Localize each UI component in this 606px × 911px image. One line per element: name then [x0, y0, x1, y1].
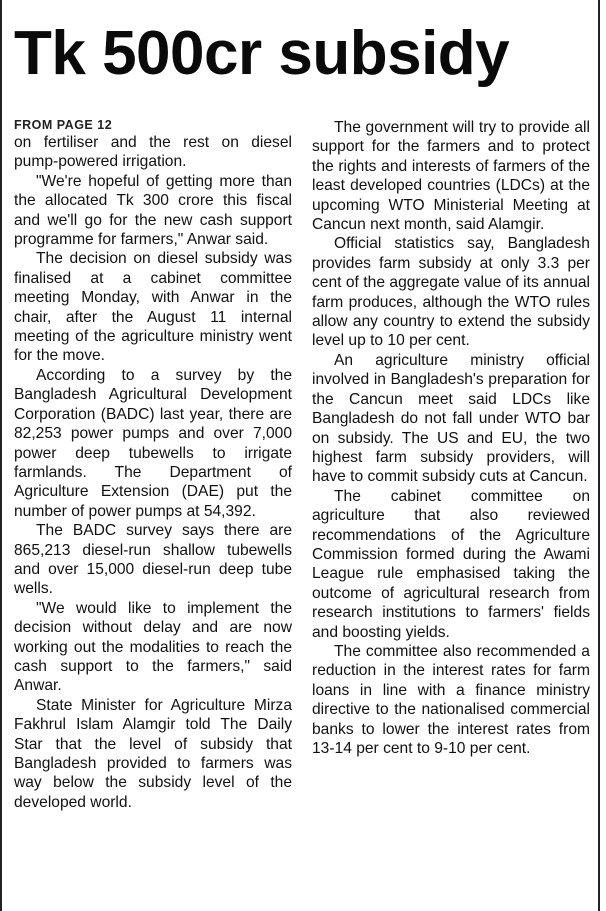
paragraph: According to a survey by the Bangladesh Agricultural Development Corporation (BADC) last year, there are 82,253 power pumps and over 7,000 power deep tubewells to irrigate farmlands. The Department of Agriculture Extension (DAE) put the number of power pumps at 54,392.: [14, 366, 292, 520]
left-column: [14, 118, 292, 812]
headline: Tk 500cr subsidy: [14, 19, 510, 88]
paragraph: An agriculture ministry official involved in Bangladesh's preparation for the Cancun meet said LDCs like Bangladesh do not fall under WTO bar on subsidy. The US and EU, the two highest farm subsidy providers, will have to commit subsidy cuts at Cancun.: [312, 351, 590, 486]
paragraph: The committee also recommended a reduction in the interest rates for farm loans in line with a finance ministry directive to the nationalised commercial banks to lower the interest rates from 13-14 per cent to 9-10 per cent.: [312, 642, 590, 757]
paragraph: on fertiliser and the rest on diesel pump-powered irrigation.: [14, 134, 292, 171]
right-edge-rule: [598, 0, 600, 911]
paragraph: "We're hopeful of getting more than the allocated Tk 300 crore this fiscal and we'll go for the new cash support programme for farmers," Anwar said.: [14, 172, 292, 249]
article-body: [14, 118, 590, 812]
paragraph: The cabinet committee on agriculture that also reviewed recommendations of the Agriculture Commission formed during the Awami League rule emphasised taking the outcome of agricultural research from research institutions to farmers' fields and boosting yields.: [312, 487, 590, 641]
left-edge-rule: [0, 0, 2, 911]
paragraph: The decision on diesel subsidy was finalised at a cabinet committee meeting Monday, with Anwar in the chair, after the August 11 internal meeting of the agriculture ministry went for the move.: [14, 250, 292, 365]
continued-from-label: FROM PAGE 12: [14, 118, 113, 132]
right-column: [312, 118, 590, 812]
paragraph: The BADC survey says there are 865,213 diesel-run shallow tubewells and over 15,000 diesel-run deep tube wells.: [14, 522, 292, 598]
paragraph: State Minister for Agriculture Mirza Fakhrul Islam Alamgir told The Daily Star that the level of subsidy that Bangladesh provided to farmers was way below the subsidy level of the developed world.: [14, 696, 292, 811]
paragraph: "We would like to implement the decision without delay and are now working out the modalities to reach the cash support to the farmers," said Anwar.: [14, 599, 292, 695]
paragraph: Official statistics say, Bangladesh provides farm subsidy at only 3.3 per cent of the aggregate value of its annual farm produces, although the WTO rules allow any country to extend the subsidy level up to 10 per cent.: [312, 235, 590, 350]
paragraph: The government will try to provide all support for the farmers and to protect the rights and interests of farmers of the least developed countries (LDCs) at the upcoming WTO Ministerial Meeting at Cancun next month, said Alamgir.: [312, 119, 590, 234]
